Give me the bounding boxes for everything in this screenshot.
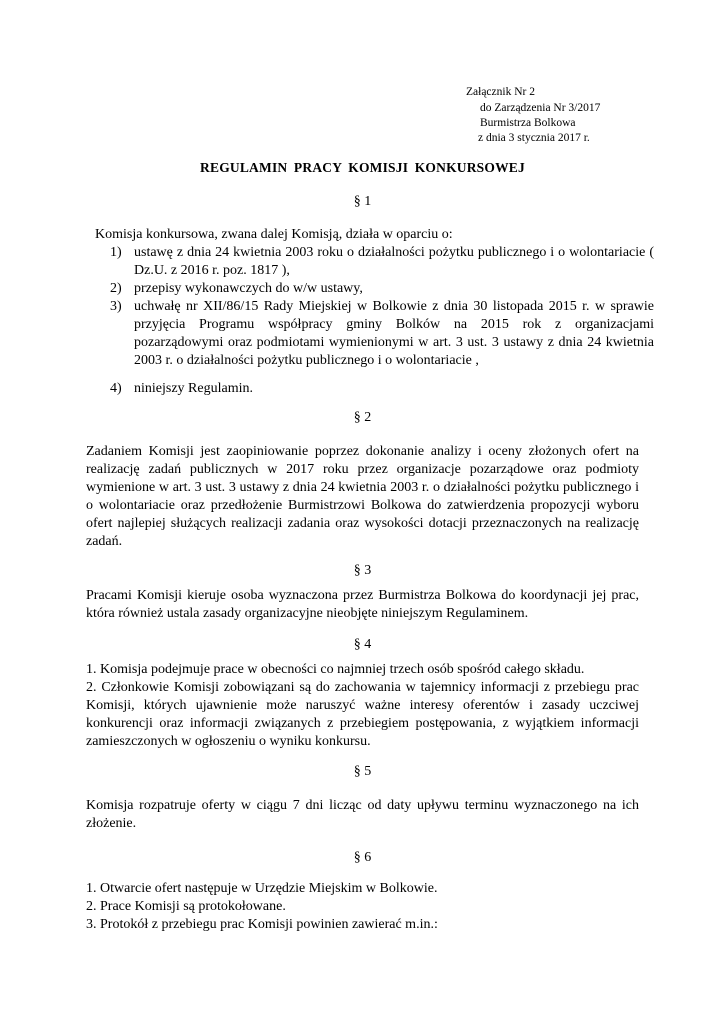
attachment-line-1: Załącznik Nr 2 bbox=[466, 86, 535, 98]
section-heading-2: § 2 bbox=[353, 410, 372, 425]
list-item: 3. Protokół z przebiegu prac Komisji powinien zawierać m.in.: bbox=[86, 917, 438, 932]
list-item-text: przepisy wykonawczych do w/w ustawy, bbox=[134, 281, 363, 296]
attachment-line-4: z dnia 3 stycznia 2017 r. bbox=[478, 132, 590, 144]
list-item bbox=[110, 244, 654, 280]
section-2-text: Zadaniem Komisji jest zaopiniowanie poprzez dokonanie analizy i oceny złożonych ofert na realizację zadań publicznych w 2017 roku przez organizacje pozarządowe oraz podmioty wymienione w art. 3 ust. 3 ustawy z dnia 24 kwietnia 2003 r. o działalności pożytku publicznego i o wolontariacie oraz przedłożenie Burmistrzowi Bolkowa do zatwierdzenia propozycji wyboru ofert najlepiej służących realizacji zadania oraz wysokości dotacji przeznaczonych na realizację zadań. bbox=[86, 444, 639, 549]
list-item-number: 3) bbox=[110, 299, 122, 314]
list-item bbox=[110, 280, 654, 298]
section-heading-4: § 4 bbox=[353, 637, 372, 652]
list-item-text: ustawę z dnia 24 kwietnia 2003 roku o działalności pożytku publicznego i o wolontariacie ( Dz.U. z 2016 r. poz. 1817 ), bbox=[134, 245, 654, 278]
section-4-point-2: 2. Członkowie Komisji zobowiązani są do zachowania w tajemnicy informacji z przebiegu prac Komisji, których ujawnienie może naruszyć ważne interesy oferentów i zasady uczciwej konkurencji oraz informacji związanych z przebiegiem postępowania, z wyjątkiem informacji zamieszczonych w ogłoszeniu o wyniku konkursu. bbox=[86, 680, 639, 749]
list-item-number: 4) bbox=[110, 381, 122, 396]
list-item-text: niniejszy Regulamin. bbox=[134, 381, 253, 396]
list-item: 2. Prace Komisji są protokołowane. bbox=[86, 899, 286, 914]
section-4-point-1: 1. Komisja podejmuje prace w obecności co najmniej trzech osób spośród całego składu. bbox=[86, 662, 585, 677]
attachment-line-2: do Zarządzenia Nr 3/2017 bbox=[480, 102, 601, 114]
section-heading-6: § 6 bbox=[353, 850, 372, 865]
list-item-number: 1) bbox=[110, 245, 122, 260]
section-heading-3: § 3 bbox=[353, 563, 372, 578]
list-item-text: uchwałę nr XII/86/15 Rady Miejskiej w Bolkowie z dnia 30 listopada 2015 r. w sprawie przyjęcia Programu współpracy gminy Bolków na 2015 rok z organizacjami pozarządowymi oraz podmiotami wymienionymi w art. 3 ust. 3 ustawy z dnia 24 kwietnia 2003 r. o działalności pożytku publicznego i o wolontariacie , bbox=[134, 299, 654, 368]
page-title: REGULAMIN PRACY KOMISJI KONKURSOWEJ bbox=[200, 160, 525, 175]
section-5-text: Komisja rozpatruje oferty w ciągu 7 dni licząc od daty upływu terminu wyznaczonego na ich złożenie. bbox=[86, 798, 639, 831]
section-3-text: Pracami Komisji kieruje osoba wyznaczona przez Burmistrza Bolkowa do koordynacji jej prac, która również ustala zasady organizacyjne nieobjęte niniejszym Regulaminem. bbox=[86, 588, 639, 621]
list-item: 1. Otwarcie ofert następuje w Urzędzie Miejskim w Bolkowie. bbox=[86, 881, 438, 896]
section-heading-1: § 1 bbox=[353, 194, 372, 209]
section-heading-5: § 5 bbox=[353, 764, 372, 779]
section-1-intro: Komisja konkursowa, zwana dalej Komisją, działa w oparciu o: bbox=[95, 227, 453, 242]
attachment-line-3: Burmistrza Bolkowa bbox=[480, 117, 576, 129]
list-item-number: 2) bbox=[110, 281, 122, 296]
list-item bbox=[110, 380, 654, 398]
list-item bbox=[110, 298, 654, 388]
